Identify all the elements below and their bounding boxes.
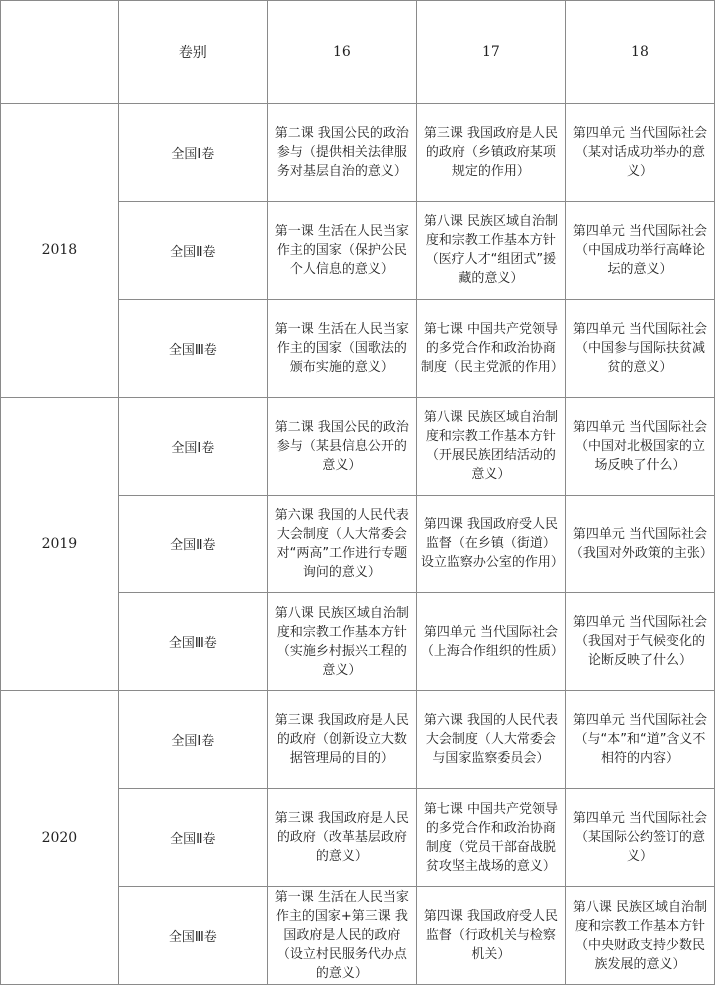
volume-cell: 全国Ⅱ卷 [118,201,267,299]
q17-cell: 第四单元 当代国际社会（上海合作组织的性质） [416,593,565,691]
q17-cell: 第三课 我国政府是人民的政府（乡镇政府某项规定的作用） [416,103,565,201]
year-cell-2020: 2020 [1,691,119,985]
table-header-row [1,1,715,104]
q17-cell: 第六课 我国的人民代表大会制度（人大常委会与国家监察委员会） [416,691,565,789]
q16-cell: 第一课 生活在人民当家作主的国家（保护公民个人信息的意义） [267,201,416,299]
q18-cell: 第四单元 当代国际社会（某国际公约签订的意义） [565,789,714,887]
q17-cell: 第八课 民族区域自治制度和宗教工作基本方针（医疗人才“组团式”援藏的意义） [416,201,565,299]
q18-cell: 第四单元 当代国际社会（与“本”和“道”含义不相符的内容） [565,691,714,789]
volume-cell: 全国Ⅲ卷 [118,299,267,397]
q16-cell: 第一课 生活在人民当家作主的国家+第三课 我国政府是人民的政府（设立村民服务代办点的意义） [267,887,416,985]
q16-cell: 第八课 民族区域自治制度和宗教工作基本方针（实施乡村振兴工程的意义） [267,593,416,691]
q18-cell: 第四单元 当代国际社会（我国对于气候变化的论断反映了什么） [565,593,714,691]
q17-cell: 第八课 民族区域自治制度和宗教工作基本方针（开展民族团结活动的意义） [416,397,565,495]
q18-cell: 第四单元 当代国际社会（某对话成功举办的意义） [565,103,714,201]
year-cell-2018: 2018 [1,103,119,397]
q16-cell: 第六课 我国的人民代表大会制度（人大常委会对“两高”工作进行专题询问的意义） [267,495,416,593]
q16-cell: 第二课 我国公民的政治参与（某县信息公开的意义） [267,397,416,495]
header-q17: 17 [416,1,565,104]
header-year-cell [1,1,119,104]
volume-cell: 全国Ⅱ卷 [118,495,267,593]
year-cell-2019: 2019 [1,397,119,691]
volume-cell: 全国Ⅰ卷 [118,103,267,201]
q18-cell: 第八课 民族区域自治制度和宗教工作基本方针（中央财政支持少数民族发展的意义） [565,887,714,985]
volume-cell: 全国Ⅰ卷 [118,691,267,789]
volume-cell: 全国Ⅲ卷 [118,593,267,691]
q18-cell: 第四单元 当代国际社会（中国成功举行高峰论坛的意义） [565,201,714,299]
table-row [1,691,715,789]
q18-cell: 第四单元 当代国际社会（我国对外政策的主张） [565,495,714,593]
q17-cell: 第七课 中国共产党领导的多党合作和政治协商制度（党员干部奋战脱贫攻坚主战场的意义） [416,789,565,887]
volume-cell: 全国Ⅲ卷 [118,887,267,985]
q17-cell: 第四课 我国政府受人民监督（在乡镇（街道）设立监察办公室的作用） [416,495,565,593]
q18-cell: 第四单元 当代国际社会（中国参与国际扶贫减贫的意义） [565,299,714,397]
q17-cell: 第四课 我国政府受人民监督（行政机关与检察机关） [416,887,565,985]
volume-cell: 全国Ⅰ卷 [118,397,267,495]
q16-cell: 第一课 生活在人民当家作主的国家（国歌法的颁布实施的意义） [267,299,416,397]
q16-cell: 第二课 我国公民的政治参与（提供相关法律服务对基层自治的意义） [267,103,416,201]
header-q16: 16 [267,1,416,104]
q16-cell: 第三课 我国政府是人民的政府（创新设立大数据管理局的目的） [267,691,416,789]
table-row [1,397,715,495]
table-row [1,103,715,201]
header-q18: 18 [565,1,714,104]
q17-cell: 第七课 中国共产党领导的多党合作和政治协商制度（民主党派的作用） [416,299,565,397]
q16-cell: 第三课 我国政府是人民的政府（改革基层政府的意义） [267,789,416,887]
volume-cell: 全国Ⅱ卷 [118,789,267,887]
header-volume: 卷别 [118,1,267,104]
q18-cell: 第四单元 当代国际社会（中国对北极国家的立场反映了什么） [565,397,714,495]
